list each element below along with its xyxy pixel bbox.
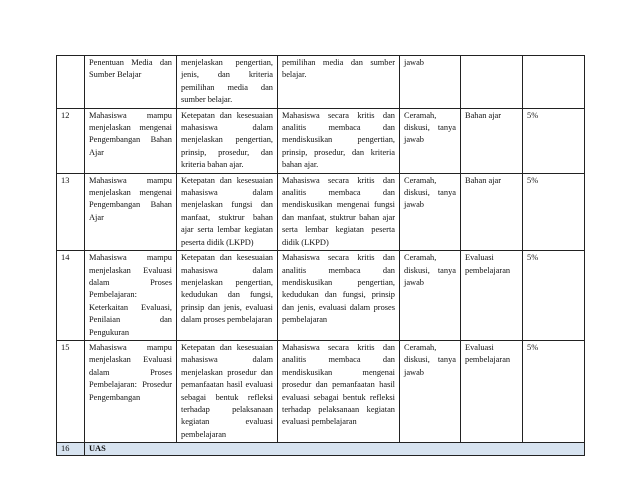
exam-label: UAS <box>85 443 585 456</box>
week-number: 12 <box>57 108 85 173</box>
ability-cell: Penentuan Media dan Sumber Belajar <box>85 56 177 109</box>
ability-cell: Mahasiswa mampu menjelaskan Evaluasi dalam Proses Pembelajaran: Keterkaitan Evaluasi, Penilaian dan Pengukuran <box>85 251 177 341</box>
table-row <box>57 173 585 250</box>
material-cell: Evaluasi pembelajaran <box>461 251 523 341</box>
indicator-cell: menjelaskan pengertian, jenis, dan kriteria pemilihan media dan sumber belajar. <box>177 56 278 109</box>
material-cell: Bahan ajar <box>461 173 523 250</box>
weight-cell <box>523 56 585 109</box>
indicator-cell: Ketepatan dan kesesuaian mahasiswa dalam menjelaskan pengertian, prinsip, prosedur, dan kriteria bahan ajar. <box>177 108 278 173</box>
weight-cell: 5% <box>523 108 585 173</box>
method-cell: Ceramah, diskusi, tanya jawab <box>400 251 461 341</box>
week-number: 15 <box>57 340 85 442</box>
learning-cell: Mahasiswa secara kritis dan analitis membaca dan mendiskusikan mengenai fungsi dan manfaat, stuktrur bahan ajar serta lembar kegiatan peserta didik (LKPD) <box>278 173 400 250</box>
week-number <box>57 56 85 109</box>
week-number: 16 <box>57 443 85 456</box>
learning-cell: Mahasiswa secara kritis dan analitis membaca dan mendiskusikan pengertian, kedudukan dan fungsi, prinsip dan jenis, evaluasi dalam proses pembelajaran <box>278 251 400 341</box>
table-row <box>57 251 585 341</box>
ability-cell: Mahasiswa mampu menjelaskan mengenai Pengembangan Bahan Ajar <box>85 173 177 250</box>
indicator-cell: Ketepatan dan kesesuaian mahasiswa dalam menjelaskan fungsi dan manfaat, stuktrur bahan ajar serta lembar kegiatan peserta didik (LKPD) <box>177 173 278 250</box>
method-cell: Ceramah, diskusi, tanya jawab <box>400 173 461 250</box>
learning-cell: pemilihan media dan sumber belajar. <box>278 56 400 109</box>
weight-cell: 5% <box>523 340 585 442</box>
learning-cell: Mahasiswa secara kritis dan analitis membaca dan mendiskusikan pengertian, prinsip, prosedur, dan kriteria bahan ajar. <box>278 108 400 173</box>
learning-cell: Mahasiswa secara kritis dan analitis membaca dan mendiskusikan mengenai prosedur dan pemanfaatan hasil evaluasi sebagai bentuk refleksi terhadap pelaksanaan kegiatan evaluasi pembelajaran <box>278 340 400 442</box>
table-row <box>57 108 585 173</box>
week-number: 13 <box>57 173 85 250</box>
exam-row <box>57 443 585 456</box>
table-row <box>57 56 585 109</box>
weight-cell: 5% <box>523 173 585 250</box>
method-cell: Ceramah, diskusi, tanya jawab <box>400 340 461 442</box>
method-cell: Ceramah, diskusi, tanya jawab <box>400 108 461 173</box>
table-row <box>57 340 585 442</box>
weight-cell: 5% <box>523 251 585 341</box>
ability-cell: Mahasiswa mampu menjelaskan Evaluasi dalam Proses Pembelajaran: Prosedur Pengembangan <box>85 340 177 442</box>
method-cell: jawab <box>400 56 461 109</box>
material-cell: Evaluasi pembelajaran <box>461 340 523 442</box>
indicator-cell: Ketepatan dan kesesuaian mahasiswa dalam menjelaskan prosedur dan pemanfaatan hasil evaluasi sebagai bentuk refleksi terhadap pelaksanaan kegiatan evaluasi pembelajaran <box>177 340 278 442</box>
material-cell <box>461 56 523 109</box>
course-plan-table <box>56 55 585 456</box>
week-number: 14 <box>57 251 85 341</box>
indicator-cell: Ketepatan dan kesesuaian mahasiswa dalam menjelaskan pengertian, kedudukan dan fungsi, prinsip dan jenis, evaluasi dalam proses pembelajaran <box>177 251 278 341</box>
ability-cell: Mahasiswa mampu menjelaskan mengenai Pengembangan Bahan Ajar <box>85 108 177 173</box>
material-cell: Bahan ajar <box>461 108 523 173</box>
